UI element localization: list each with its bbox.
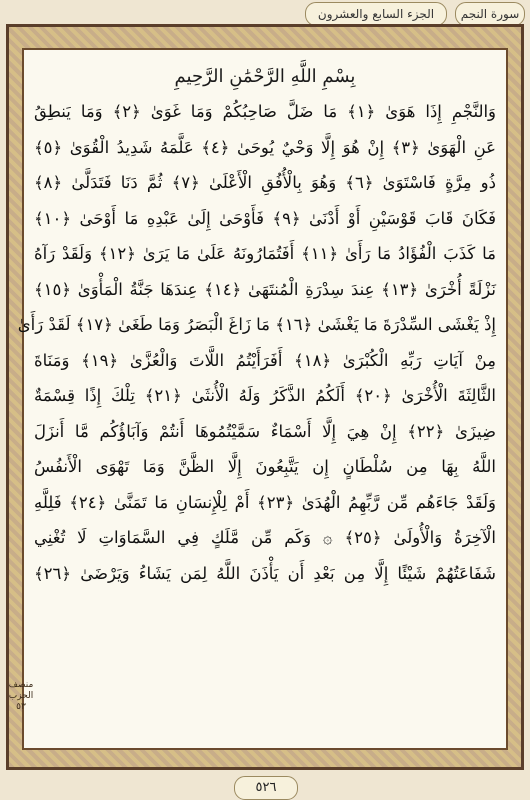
verse-line: شَفَاعَتُهُمْ شَيْئًا إِلَّا مِن بَعْدِ أَن يَأْذَنَ اللَّهُ لِمَن يَشَاءُ وَيَرْضَىٰ ﴿٢٦﴾ [34,563,496,583]
verse-line: ضِيزَىٰ ﴿٢٢﴾ إِنْ هِيَ إِلَّا أَسْمَاءٌ سَمَّيْتُمُوهَا أَنتُمْ وَآبَاؤُكُم مَّا أَنزَلَ [34,421,496,441]
verse-line: الْآخِرَةُ وَالْأُولَىٰ ﴿٢٥﴾ ۞ وَكَم مِّن مَّلَكٍ فِي السَّمَاوَاتِ لَا تُغْنِي [34,528,497,547]
surah-title: سورة النجم [455,2,525,26]
verse-line: الثَّالِثَةَ الْأُخْرَىٰ ﴿٢٠﴾ أَلَكُمُ الذَّكَرُ وَلَهُ الْأُنثَىٰ ﴿٢١﴾ تِلْكَ إِذًا قِسْمَةٌ [34,386,496,405]
page-footer [0,770,530,800]
verse-line: اللَّهُ بِهَا مِن سُلْطَانٍ إِن يَتَّبِعُونَ إِلَّا الظَّنَّ وَمَا تَهْوَى الْأَنفُسُ [34,457,496,476]
hizb-marker-line2: الحزب [8,691,34,701]
verse-line: مَا كَذَبَ الْفُؤَادُ مَا رَأَىٰ ﴿١١﴾ أَفَتُمَارُونَهُ عَلَىٰ مَا يَرَىٰ ﴿١٢﴾ وَلَقَدْ رَآهُ [34,244,496,263]
hizb-marker-line3: ٥٣ [16,702,26,712]
page-header [0,0,530,26]
verse-line: وَالنَّجْمِ إِذَا هَوَىٰ ﴿١﴾ مَا ضَلَّ صَاحِبُكُمْ وَمَا غَوَىٰ ﴿٢﴾ وَمَا يَنطِقُ [34,102,497,121]
verse-lines [17,60,497,591]
hizb-marker [1,680,41,713]
verse-line: مِنْ آيَاتِ رَبِّهِ الْكُبْرَىٰ ﴿١٨﴾ أَفَرَأَيْتُمُ اللَّاتَ وَالْعُزَّىٰ ﴿١٩﴾ وَمَنَاةَ [34,350,496,370]
basmala: بِسْمِ اللَّهِ الرَّحْمَٰنِ الرَّحِيمِ [174,66,356,87]
verse-line: فَكَانَ قَابَ قَوْسَيْنِ أَوْ أَدْنَىٰ ﴿٩﴾ فَأَوْحَىٰ إِلَىٰ عَبْدِهِ مَا أَوْحَىٰ ﴿١٠﴾ [34,208,496,228]
hizb-marker-line1: منصف [8,680,34,690]
page-number: ٥٢٦ [234,776,298,800]
juz-title: الجزء السابع والعشرون [305,2,447,26]
verse-line: عَنِ الْهَوَىٰ ﴿٣﴾ إِنْ هُوَ إِلَّا وَحْيٌ يُوحَىٰ ﴿٤﴾ عَلَّمَهُ شَدِيدُ الْقُوَىٰ ﴿٥﴾ [34,137,496,157]
verse-line: إِذْ يَغْشَى السِّدْرَةَ مَا يَغْشَىٰ ﴿١٦﴾ مَا زَاغَ الْبَصَرُ وَمَا طَغَىٰ ﴿١٧﴾ لَقَدْ رَأَىٰ [17,315,496,334]
verse-line: وَلَقَدْ جَاءَهُم مِّن رَّبِّهِمُ الْهُدَىٰ ﴿٢٣﴾ أَمْ لِلْإِنسَانِ مَا تَمَنَّىٰ ﴿٢٤﴾ فَلِلَّهِ [34,492,497,512]
verse-line: ذُو مِرَّةٍ فَاسْتَوَىٰ ﴿٦﴾ وَهُوَ بِالْأُفُقِ الْأَعْلَىٰ ﴿٧﴾ ثُمَّ دَنَا فَتَدَلَّىٰ ﴿٨﴾ [34,173,496,192]
verse-line: نَزْلَةً أُخْرَىٰ ﴿١٣﴾ عِندَ سِدْرَةِ الْمُنتَهَىٰ ﴿١٤﴾ عِندَهَا جَنَّةُ الْمَأْوَىٰ ﴿١٥﴾ [34,279,496,299]
